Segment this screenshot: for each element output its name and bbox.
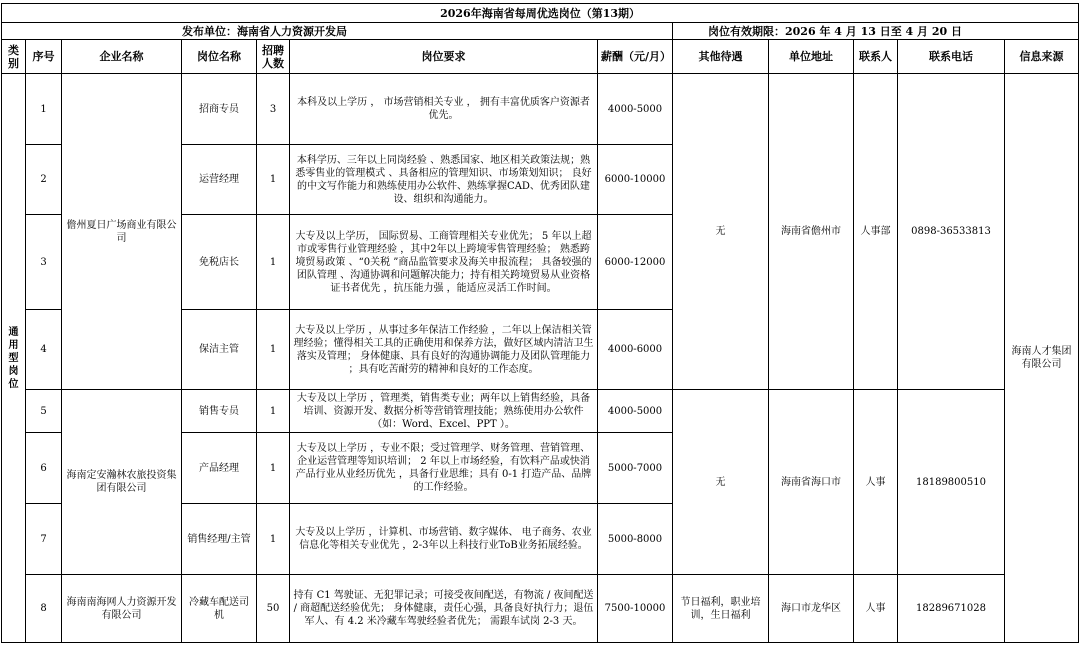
count-cell: 1	[257, 433, 290, 504]
count-cell: 1	[257, 504, 290, 575]
count-cell: 1	[257, 215, 290, 310]
seq-cell: 8	[26, 575, 62, 643]
header-row	[2, 40, 1079, 74]
company-cell: 海南南海网人力资源开发有限公司	[62, 575, 182, 643]
count-cell: 1	[257, 145, 290, 215]
phone-cell: 18189800510	[898, 390, 1005, 575]
header-seq: 序号	[26, 40, 62, 74]
count-cell: 50	[257, 575, 290, 643]
table-row	[2, 575, 1079, 643]
position-cell: 招商专员	[182, 74, 257, 145]
requirements-cell: 大专及以上学历 ，专业不限；受过管理学、财务管理、营销管理、企业运营管理等知识培训； 2 年以上市场经验，有饮料产品或快消产品行业从业经历优先 ，具备行业思维；具有 0-1 打造产品、品牌的工作经验。	[290, 433, 598, 504]
seq-cell: 2	[26, 145, 62, 215]
seq-cell: 5	[26, 390, 62, 433]
position-cell: 冷藏车配送司机	[182, 575, 257, 643]
header-company: 企业名称	[62, 40, 182, 74]
category-cell	[2, 74, 26, 643]
title-row	[2, 4, 1079, 23]
header-source: 信息来源	[1005, 40, 1079, 74]
address-cell: 海口市龙华区	[769, 575, 854, 643]
publisher-row	[2, 23, 1079, 40]
benefits-cell: 节日福利，职业培训，生日福利	[673, 575, 769, 643]
position-cell: 免税店长	[182, 215, 257, 310]
phone-cell: 18289671028	[898, 575, 1005, 643]
address-cell: 海南省海口市	[769, 390, 854, 575]
requirements-cell: 大专及以上学历 ，计算机、市场营销、数字媒体、 电子商务、农业信息化等相关专业优先 ，2-3年以上科技行业ToB业务拓展经验。	[290, 504, 598, 575]
header-address: 单位地址	[769, 40, 854, 74]
validity-period: 岗位有效期限：2026 年 4 月 13 日至 4 月 20 日	[673, 23, 1079, 40]
seq-cell: 3	[26, 215, 62, 310]
publisher: 发布单位：海南省人力资源开发局	[2, 23, 673, 40]
header-count: 招聘人数	[257, 40, 290, 74]
salary-cell: 7500-10000	[598, 575, 673, 643]
position-cell: 运营经理	[182, 145, 257, 215]
contact-cell: 人事	[854, 390, 898, 575]
salary-cell: 4000-5000	[598, 74, 673, 145]
requirements-cell: 持有 C1 驾驶证、无犯罪记录；可接受夜间配送，有物流 / 夜间配送 / 商超配送经验优先； 身体健康，责任心强，具备良好执行力；退伍军人、有 4.2 米冷藏车驾驶经验者优先； 需跟车试岗 2-3 天。	[290, 575, 598, 643]
salary-cell: 6000-10000	[598, 145, 673, 215]
table-title: 2026年海南省每周优选岗位（第13期）	[2, 4, 1079, 23]
salary-cell: 5000-7000	[598, 433, 673, 504]
position-cell: 保洁主管	[182, 310, 257, 390]
company-cell: 儋州夏日广场商业有限公司	[62, 74, 182, 390]
phone-cell: 0898-36533813	[898, 74, 1005, 390]
seq-cell: 1	[26, 74, 62, 145]
contact-cell: 人事部	[854, 74, 898, 390]
requirements-cell: 大专及以上学历 ，管理类，销售类专业；两年以上销售经验，具备培训、资源开发、数据分析等营销管理技能；熟练使用办公软件（如：Word、Excel、PPT ）。	[290, 390, 598, 433]
category-label: 通用型岗位	[8, 326, 19, 390]
seq-cell: 7	[26, 504, 62, 575]
header-contact: 联系人	[854, 40, 898, 74]
table-row	[2, 74, 1079, 145]
header-position: 岗位名称	[182, 40, 257, 74]
benefits-cell: 无	[673, 74, 769, 390]
header-salary: 薪酬（元/月）	[598, 40, 673, 74]
requirements-cell: 大专及以上学历， 国际贸易、工商管理相关专业优先； 5 年以上超市或零售行业管理经验 ，其中2年以上跨境零售管理经验； 熟悉跨境贸易政策 、“0关税 ”商品监管要求及海关申报流程； 具备较强的团队管理 、沟通协调和问题解决能力；持有相关跨境贸易从业资格证书者优先 ，抗压能力强 ，能适应灵活工作时间。	[290, 215, 598, 310]
seq-cell: 4	[26, 310, 62, 390]
job-table	[1, 3, 1079, 643]
count-cell: 1	[257, 390, 290, 433]
salary-cell: 6000-12000	[598, 215, 673, 310]
address-cell: 海南省儋州市	[769, 74, 854, 390]
count-cell: 1	[257, 310, 290, 390]
benefits-cell: 无	[673, 390, 769, 575]
requirements-cell: 本科学历、三年以上同岗经验 、熟悉国家、地区相关政策法规；熟悉零售业的管理模式 、具备相应的管理知识、市场策划知识； 良好的中文写作能力和熟练使用办公软件、熟练掌握CAD、优秀团队建设、组织和沟通能力。	[290, 145, 598, 215]
company-cell: 海南定安瀚林农旅投资集团有限公司	[62, 390, 182, 575]
count-cell: 3	[257, 74, 290, 145]
seq-cell: 6	[26, 433, 62, 504]
table-row	[2, 390, 1079, 433]
salary-cell: 5000-8000	[598, 504, 673, 575]
header-requirements: 岗位要求	[290, 40, 598, 74]
header-benefits: 其他待遇	[673, 40, 769, 74]
requirements-cell: 大专及以上学历 ，从事过多年保洁工作经验 ，二年以上保洁相关管理经验；懂得相关工具的正确使用和保养方法，做好区域内清洁卫生落实及管理； 身体健康、具有良好的沟通协调能力及团队管理能力 ；具有吃苦耐劳的精神和良好的工作态度。	[290, 310, 598, 390]
salary-cell: 4000-6000	[598, 310, 673, 390]
contact-cell: 人事	[854, 575, 898, 643]
position-cell: 产品经理	[182, 433, 257, 504]
header-phone: 联系电话	[898, 40, 1005, 74]
position-cell: 销售经理/主管	[182, 504, 257, 575]
salary-cell: 4000-5000	[598, 390, 673, 433]
requirements-cell: 本科及以上学历 ， 市场营销相关专业 ， 拥有丰富优质客户资源者优先。	[290, 74, 598, 145]
header-category: 类别	[2, 40, 26, 74]
source-cell: 海南人才集团有限公司	[1005, 74, 1079, 643]
position-cell: 销售专员	[182, 390, 257, 433]
